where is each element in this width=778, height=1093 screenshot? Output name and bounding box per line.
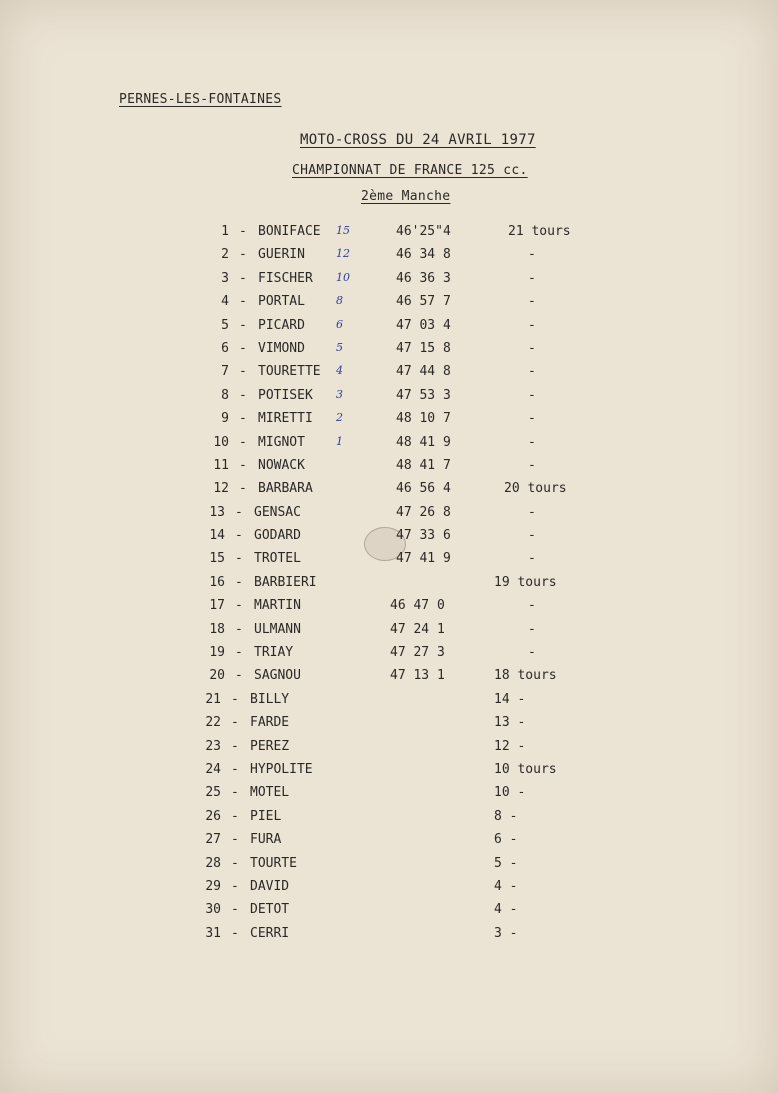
separator-dash: - — [231, 785, 239, 801]
position-number: 8 — [221, 387, 229, 403]
laps-completed: 10 - — [494, 785, 526, 801]
position-number: 28 — [205, 855, 221, 871]
position-number: 11 — [213, 457, 229, 473]
rider-name: PICARD — [258, 317, 305, 333]
rider-name: MOTEL — [250, 785, 290, 801]
separator-dash: - — [239, 481, 247, 497]
position-number: 20 — [209, 668, 225, 684]
rider-name: GUERIN — [258, 247, 305, 263]
position-number: 22 — [205, 715, 221, 731]
separator-dash: - — [231, 855, 239, 871]
result-row — [0, 435, 778, 458]
rider-name: FURA — [250, 832, 282, 848]
laps-completed: - — [528, 621, 536, 637]
separator-dash: - — [239, 434, 247, 450]
separator-dash: - — [231, 832, 239, 848]
rider-name: FARDE — [250, 715, 290, 731]
laps-completed: 6 - — [494, 832, 518, 848]
race-time: 46 56 4 — [396, 481, 451, 497]
handwritten-points: 6 — [336, 317, 343, 331]
laps-completed: 19 tours — [494, 574, 557, 590]
handwritten-points: 1 — [336, 434, 343, 448]
laps-completed: 4 - — [494, 902, 518, 918]
separator-dash: - — [235, 645, 243, 661]
race-time: 47 13 1 — [390, 668, 445, 684]
rider-name: PORTAL — [258, 294, 305, 310]
laps-completed: - — [528, 598, 536, 614]
race-time: 47 41 9 — [396, 551, 451, 567]
result-row — [0, 458, 778, 481]
position-number: 27 — [205, 832, 221, 848]
laps-completed: - — [528, 551, 536, 567]
rider-name: TRIAY — [254, 645, 294, 661]
position-number: 29 — [205, 878, 221, 894]
result-row — [0, 809, 778, 832]
result-row — [0, 318, 778, 341]
result-row — [0, 762, 778, 785]
result-row — [0, 645, 778, 668]
separator-dash: - — [239, 411, 247, 427]
rider-name: TOURTE — [250, 855, 297, 871]
rider-name: GODARD — [254, 528, 301, 544]
laps-completed: - — [528, 504, 536, 520]
laps-completed: 3 - — [494, 925, 518, 941]
rider-name: DAVID — [250, 878, 290, 894]
laps-completed: - — [528, 364, 536, 380]
handwritten-points: 12 — [336, 247, 350, 261]
separator-dash: - — [239, 224, 247, 239]
separator-dash: - — [235, 574, 243, 590]
laps-completed: 10 tours — [494, 761, 557, 777]
position-number: 24 — [205, 761, 221, 777]
separator-dash: - — [239, 340, 247, 356]
position-number: 6 — [221, 340, 229, 356]
result-row — [0, 481, 778, 504]
result-row — [0, 668, 778, 691]
laps-completed: - — [528, 317, 536, 333]
race-time: 47 26 8 — [396, 504, 451, 520]
rider-name: PIEL — [250, 808, 282, 824]
result-row — [0, 856, 778, 879]
position-number: 5 — [221, 317, 229, 333]
separator-dash: - — [231, 715, 239, 731]
result-row — [0, 622, 778, 645]
position-number: 26 — [205, 808, 221, 824]
result-row — [0, 341, 778, 364]
separator-dash: - — [239, 387, 247, 403]
rider-name: CERRI — [250, 925, 290, 941]
rider-name: MIGNOT — [258, 434, 305, 450]
position-number: 7 — [221, 364, 229, 380]
position-number: 13 — [209, 504, 225, 520]
rider-name: SAGNOU — [254, 668, 301, 684]
position-number: 14 — [209, 528, 225, 544]
laps-completed: 20 tours — [504, 481, 567, 497]
rider-name: GENSAC — [254, 504, 301, 520]
separator-dash: - — [235, 504, 243, 520]
result-row — [0, 528, 778, 551]
laps-completed: 14 - — [494, 691, 526, 707]
result-row — [0, 902, 778, 925]
laps-completed: - — [528, 340, 536, 356]
position-number: 1 — [221, 224, 229, 239]
race-time: 47 15 8 — [396, 340, 451, 356]
laps-completed: - — [528, 645, 536, 661]
laps-completed: - — [528, 270, 536, 286]
race-time: 47 03 4 — [396, 317, 451, 333]
result-row — [0, 739, 778, 762]
rider-name: POTISEK — [258, 387, 313, 403]
position-number: 2 — [221, 247, 229, 263]
laps-completed: 8 - — [494, 808, 518, 824]
result-row — [0, 271, 778, 294]
rider-name: BILLY — [250, 691, 290, 707]
result-row — [0, 926, 778, 949]
race-time: 47 53 3 — [396, 387, 451, 403]
result-row — [0, 364, 778, 387]
separator-dash: - — [235, 598, 243, 614]
handwritten-points: 5 — [336, 340, 343, 354]
rider-name: HYPOLITE — [250, 761, 313, 777]
rider-name: BONIFACE — [258, 224, 321, 239]
rider-name: ULMANN — [254, 621, 301, 637]
laps-completed: - — [528, 247, 536, 263]
handwritten-points: 3 — [336, 387, 343, 401]
laps-completed: - — [528, 457, 536, 473]
result-row — [0, 247, 778, 270]
rider-name: NOWACK — [258, 457, 305, 473]
laps-completed: 12 - — [494, 738, 526, 754]
position-number: 15 — [209, 551, 225, 567]
position-number: 21 — [205, 691, 221, 707]
separator-dash: - — [239, 247, 247, 263]
championship-title: CHAMPIONNAT DE FRANCE 125 cc. — [292, 163, 528, 178]
handwritten-points: 10 — [336, 270, 350, 284]
results-list — [0, 224, 778, 949]
laps-completed: 13 - — [494, 715, 526, 731]
position-number: 19 — [209, 645, 225, 661]
position-number: 9 — [221, 411, 229, 427]
laps-completed: - — [528, 528, 536, 544]
handwritten-points: 15 — [336, 224, 350, 237]
laps-completed: 4 - — [494, 878, 518, 894]
separator-dash: - — [235, 551, 243, 567]
event-title: MOTO-CROSS DU 24 AVRIL 1977 — [300, 132, 536, 148]
race-time: 47 33 6 — [396, 528, 451, 544]
separator-dash: - — [231, 738, 239, 754]
position-number: 18 — [209, 621, 225, 637]
rider-name: DETOT — [250, 902, 290, 918]
position-number: 31 — [205, 925, 221, 941]
rider-name: BARBARA — [258, 481, 313, 497]
race-time: 48 10 7 — [396, 411, 451, 427]
result-row — [0, 785, 778, 808]
separator-dash: - — [239, 294, 247, 310]
result-row — [0, 832, 778, 855]
rider-name: PEREZ — [250, 738, 290, 754]
separator-dash: - — [235, 528, 243, 544]
race-time: 47 24 1 — [390, 621, 445, 637]
laps-completed: 21 tours — [508, 224, 571, 239]
position-number: 16 — [209, 574, 225, 590]
result-row — [0, 692, 778, 715]
result-row — [0, 879, 778, 902]
result-row — [0, 575, 778, 598]
race-time: 46 36 3 — [396, 270, 451, 286]
position-number: 23 — [205, 738, 221, 754]
rider-name: TROTEL — [254, 551, 301, 567]
race-time: 46'25"4 — [396, 224, 451, 239]
race-time: 47 27 3 — [390, 645, 445, 661]
rider-name: FISCHER — [258, 270, 313, 286]
race-time: 48 41 9 — [396, 434, 451, 450]
separator-dash: - — [239, 364, 247, 380]
handwritten-points: 4 — [336, 364, 343, 378]
separator-dash: - — [239, 457, 247, 473]
position-number: 12 — [213, 481, 229, 497]
rider-name: VIMOND — [258, 340, 305, 356]
separator-dash: - — [235, 668, 243, 684]
position-number: 10 — [213, 434, 229, 450]
position-number: 30 — [205, 902, 221, 918]
separator-dash: - — [231, 878, 239, 894]
result-row — [0, 388, 778, 411]
laps-completed: - — [528, 387, 536, 403]
rider-name: MARTIN — [254, 598, 301, 614]
laps-completed: - — [528, 434, 536, 450]
result-row — [0, 294, 778, 317]
laps-completed: 5 - — [494, 855, 518, 871]
position-number: 17 — [209, 598, 225, 614]
separator-dash: - — [231, 808, 239, 824]
handwritten-points: 8 — [336, 294, 343, 308]
race-time: 46 47 0 — [390, 598, 445, 614]
race-time: 47 44 8 — [396, 364, 451, 380]
race-time: 46 34 8 — [396, 247, 451, 263]
separator-dash: - — [235, 621, 243, 637]
result-row — [0, 224, 778, 247]
position-number: 25 — [205, 785, 221, 801]
result-row — [0, 715, 778, 738]
race-time: 46 57 7 — [396, 294, 451, 310]
handwritten-points: 2 — [336, 411, 343, 425]
separator-dash: - — [239, 270, 247, 286]
rider-name: MIRETTI — [258, 411, 313, 427]
result-row — [0, 551, 778, 574]
separator-dash: - — [231, 761, 239, 777]
separator-dash: - — [231, 902, 239, 918]
rider-name: BARBIERI — [254, 574, 317, 590]
rider-name: TOURETTE — [258, 364, 321, 380]
race-time: 48 41 7 — [396, 457, 451, 473]
position-number: 4 — [221, 294, 229, 310]
result-row — [0, 598, 778, 621]
separator-dash: - — [231, 691, 239, 707]
position-number: 3 — [221, 270, 229, 286]
result-row — [0, 411, 778, 434]
result-row — [0, 505, 778, 528]
location-heading: PERNES-LES-FONTAINES — [119, 92, 282, 107]
separator-dash: - — [231, 925, 239, 941]
heat-subtitle: 2ème Manche — [361, 189, 451, 204]
laps-completed: - — [528, 294, 536, 310]
laps-completed: 18 tours — [494, 668, 557, 684]
separator-dash: - — [239, 317, 247, 333]
laps-completed: - — [528, 411, 536, 427]
